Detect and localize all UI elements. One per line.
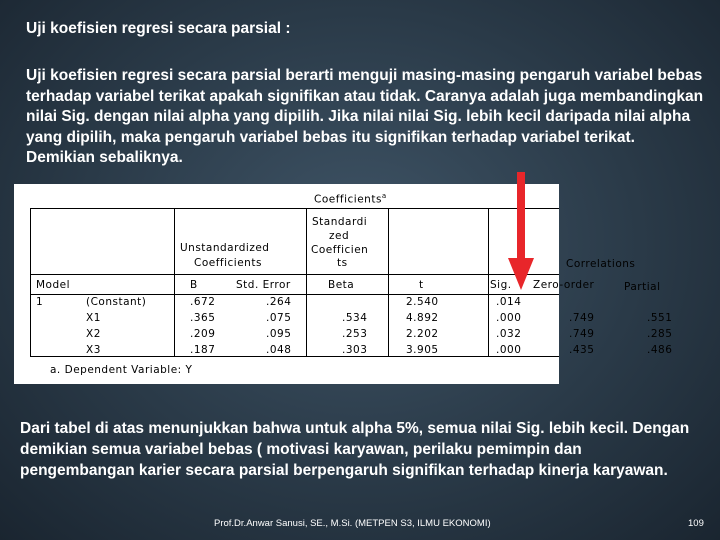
table-footnote: a. Dependent Variable: Y (50, 364, 193, 376)
correlations-header: Correlations (566, 258, 636, 270)
standardized-header-3: Coefficien (311, 244, 369, 256)
cell-beta: .534 (342, 312, 368, 324)
col-header-beta: Beta (328, 279, 355, 291)
cell-sig: .000 (496, 344, 522, 356)
cell-b: .187 (190, 344, 216, 356)
col-divider-line (306, 208, 307, 356)
cell-b: .209 (190, 328, 216, 340)
cell-se: .264 (266, 296, 292, 308)
red-arrow-icon (506, 172, 536, 292)
header-divider-line (30, 274, 559, 275)
header-bottom-line (30, 294, 559, 295)
cell-beta: .303 (342, 344, 368, 356)
col-header-zero-order: Zero-order (533, 279, 595, 291)
col-divider-line (388, 208, 389, 356)
intro-paragraph: Uji koefisien regresi secara parsial berarti menguji masing-masing pengaruh variabel bebas terhadap variabel terikat apakah signifikan atau tidak. Caranya adalah juga membandingkan nilai Sig. dengan nilai alpha yang dipilih. Jika nilai nilai Sig. lebih kecil daripada nilai alpha yang dipilih, maka pengaruh variabel bebas itu signifikan terhadap variabel terikat. Demikian sebaliknya. (26, 67, 704, 167)
standardized-header-4: ts (337, 257, 348, 269)
cell-t: 2.540 (406, 296, 439, 308)
cell-se: .095 (266, 328, 292, 340)
cell-b: .672 (190, 296, 216, 308)
cell-zero-order: .749 (569, 312, 595, 324)
cell-t: 2.202 (406, 328, 439, 340)
standardized-header: Standardi (312, 216, 368, 228)
cell-zero-order: .435 (569, 344, 595, 356)
conclusion-paragraph: Dari tabel di atas menunjukkan bahwa untuk alpha 5%, semua nilai Sig. lebih kecil. Dengan demikian semua variabel bebas ( motivasi karyawan, perilaku pemimpin dan pengembangan karier secara parsial berpengaruh signifikan terhadap kinerja karyawan. (20, 420, 690, 479)
table-caption: Coefficients$^a$ (314, 192, 387, 206)
table-bottom-border (30, 356, 559, 357)
slide-title: Uji koefisien regresi secara parsial : (26, 20, 291, 37)
slide-footer: Prof.Dr.Anwar Sanusi, SE., M.Si. (METPEN S3, ILMU EKONOMI) (214, 518, 491, 529)
cell-zero-order: .749 (569, 328, 595, 340)
page-number: 109 (688, 518, 704, 529)
cell-partial: .551 (647, 312, 673, 324)
col-header-t: t (419, 279, 424, 291)
cell-b: .365 (190, 312, 216, 324)
col-divider-line (174, 208, 175, 356)
unstandardized-header: Unstandardized (180, 242, 270, 254)
cell-sig: .032 (496, 328, 522, 340)
coefficients-table (14, 184, 673, 384)
cell-partial: .486 (647, 344, 673, 356)
col-header-b: B (190, 279, 198, 291)
col-header-partial: Partial (624, 281, 661, 293)
col-header-sig: Sig. (490, 279, 512, 291)
row-name: (Constant) (86, 296, 147, 308)
col-header-model: Model (36, 279, 71, 291)
cell-sig: .000 (496, 312, 522, 324)
col-divider-line (488, 208, 489, 356)
unstandardized-header-2: Coefficients (194, 257, 262, 269)
cell-se: .048 (266, 344, 292, 356)
cell-se: .075 (266, 312, 292, 324)
cell-t: 3.905 (406, 344, 439, 356)
cell-partial: .285 (647, 328, 673, 340)
col-header-std-error: Std. Error (236, 279, 291, 291)
cell-t: 4.892 (406, 312, 439, 324)
cell-beta: .253 (342, 328, 368, 340)
table-top-border (30, 208, 559, 209)
row-name: X2 (86, 328, 101, 340)
model-number: 1 (36, 296, 44, 308)
table-left-border (30, 208, 31, 356)
row-name: X3 (86, 344, 101, 356)
standardized-header-2: zed (329, 230, 350, 242)
row-name: X1 (86, 312, 101, 324)
cell-sig: .014 (496, 296, 522, 308)
